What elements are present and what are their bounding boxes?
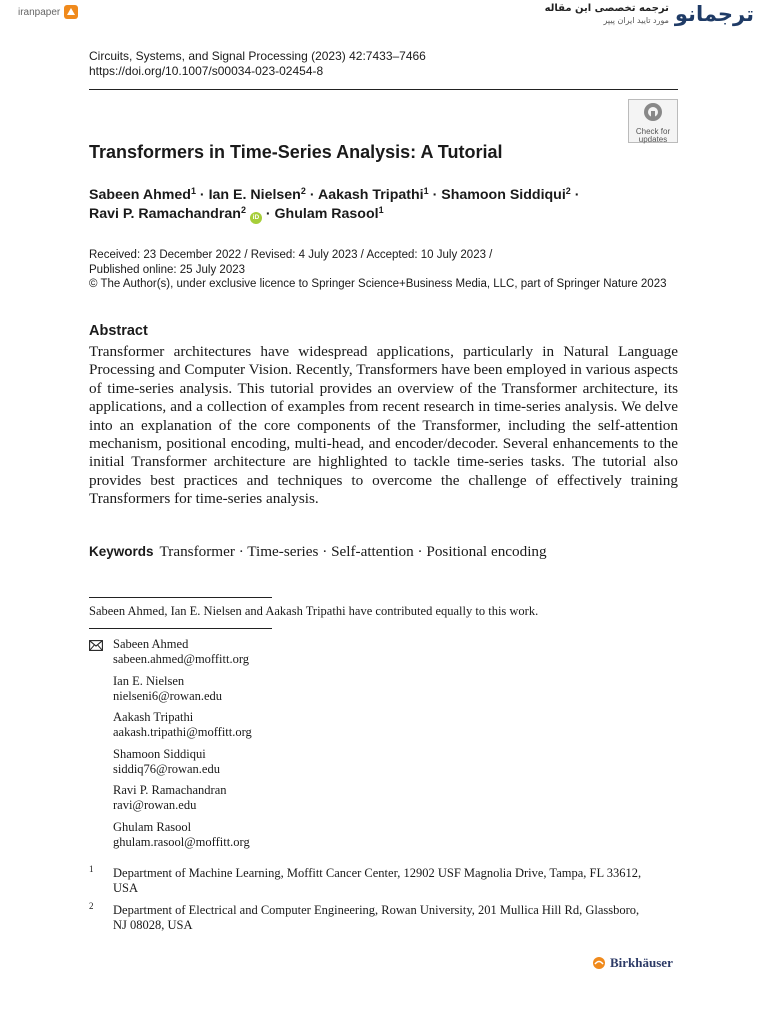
author-name[interactable]: Sabeen Ahmed	[89, 187, 191, 203]
tarjomano-banner[interactable]	[545, 2, 754, 26]
paper-title: Transformers in Time-Series Analysis: A Tutorial	[89, 142, 503, 162]
author-name[interactable]: Shamoon Siddiqui	[441, 187, 566, 203]
published-online: Published online: 25 July 2023	[89, 263, 246, 276]
birkhauser-logo-icon	[592, 956, 606, 970]
received-revised-accepted: Received: 23 December 2022 / Revised: 4 July 2023 / Accepted: 10 July 2023 /	[89, 249, 493, 261]
keywords-label: Keywords	[89, 544, 154, 559]
contribution-footnote: Sabeen Ahmed, Ian E. Nielsen and Aakash Tripathi have contributed equally to this work.	[89, 604, 539, 618]
publisher-logo[interactable]	[592, 955, 673, 971]
author-affiliation-marker: 1	[378, 205, 384, 215]
author-affiliation-marker: 2	[300, 186, 306, 196]
author-name[interactable]: Ravi P. Ramachandran	[89, 206, 241, 222]
iranpaper-logo[interactable]	[18, 4, 79, 20]
journal-citation: Circuits, Systems, and Signal Processing (2023) 42:7433–7466	[89, 49, 426, 63]
author-separator: ·	[570, 187, 580, 203]
author-separator: ·	[305, 187, 318, 203]
tarjomano-logo: ترجمانو	[674, 2, 754, 26]
contact-entry	[113, 637, 252, 667]
affiliation-entry	[89, 903, 653, 933]
contact-name: Ghulam Rasool	[113, 819, 192, 834]
header-rule	[89, 89, 678, 90]
iranpaper-logo-icon	[63, 4, 79, 20]
tarjomano-text	[545, 3, 669, 25]
check-updates-icon	[643, 102, 663, 122]
contact-email[interactable]: sabeen.ahmed@moffitt.org	[113, 652, 250, 666]
affiliation-number: 1	[89, 864, 94, 874]
contact-entry	[113, 674, 252, 704]
author-affiliation-marker: 2	[240, 205, 246, 215]
check-for-updates-badge[interactable]	[628, 99, 678, 143]
abstract-text: Transformer architectures have widespread applications, particularly in Natural Language Processing and Computer Vision. Recently, Transformers have been employed in various aspects of time-series analysis. This tutorial provides an overview of the Transformer architecture, its applications, and a collection of examples from recent research in time-series analysis. We delve into an explanation of the core components of the Transformer, including the self-attention mechanism, positional encoding, multi-head, and encoder/decoder. Several enhancements to the initial Transformer architecture are highlighted to tackle time-series tasks. The tutorial also provides best practices and techniques to overcome the challenge of effectively training Transformers for time-series analysis.	[89, 343, 678, 508]
orcid-icon[interactable]: iD	[250, 212, 262, 224]
check-updates-label: Check for updates	[635, 127, 671, 144]
author-separator: ·	[195, 187, 209, 203]
tarjomano-tagline: ترجمه تخصصی این مقاله	[544, 3, 669, 14]
contact-email[interactable]: nielseni6@rowan.edu	[113, 688, 223, 703]
corresponding-contacts	[113, 637, 252, 857]
tarjomano-subtagline: مورد تایید ایران پیپر	[603, 16, 669, 25]
author-affiliation-marker: 2	[565, 186, 571, 196]
envelope-icon[interactable]	[89, 640, 103, 651]
contact-email[interactable]: siddiq76@rowan.edu	[113, 761, 220, 776]
contact-entry	[113, 747, 252, 777]
contact-email[interactable]: aakash.tripathi@moffitt.org	[113, 725, 252, 740]
contact-email[interactable]: ravi@rowan.edu	[113, 798, 197, 813]
author-name[interactable]: Aakash Tripathi	[317, 187, 424, 203]
copyright-notice: © The Author(s), under exclusive licence to Springer Science+Business Media, LLC, part of Springer Nature 2023	[89, 278, 667, 290]
contact-entry	[113, 710, 252, 740]
author-name[interactable]: Ian E. Nielsen	[208, 187, 301, 203]
publisher-name: Birkhäuser	[610, 955, 673, 970]
affiliation-text: Department of Electrical and Computer Engineering, Rowan University, 201 Mullica Hill Rd, Glassboro, NJ 08028, USA	[113, 903, 640, 932]
contact-name: Ravi P. Ramachandran	[113, 783, 227, 798]
author-separator: ·	[261, 206, 275, 222]
footnote-rule	[89, 597, 272, 598]
contact-name: Shamoon Siddiqui	[113, 746, 206, 761]
journal-header	[89, 49, 426, 79]
affiliation-number: 2	[89, 901, 94, 911]
author-affiliation-marker: 1	[190, 186, 196, 196]
affiliation-entry	[89, 866, 653, 896]
author-separator: ·	[428, 187, 442, 203]
affiliation-text: Department of Machine Learning, Moffitt Cancer Center, 12902 USF Magnolia Drive, Tampa, FL 33612, USA	[113, 866, 642, 895]
iranpaper-logo-text: iranpaper	[18, 6, 61, 18]
contacts-rule	[89, 628, 272, 629]
author-list	[89, 186, 689, 224]
author-name[interactable]: Ghulam Rasool	[274, 206, 379, 222]
contact-name: Ian E. Nielsen	[113, 673, 185, 688]
keywords-section	[89, 543, 547, 561]
contact-email[interactable]: ghulam.rasool@moffitt.org	[113, 834, 250, 849]
contact-entry	[113, 820, 252, 850]
contact-name: Sabeen Ahmed	[113, 637, 189, 651]
author-affiliation-marker: 1	[423, 186, 429, 196]
publication-dates	[89, 248, 667, 292]
contact-entry	[113, 783, 252, 813]
abstract-heading: Abstract	[89, 323, 148, 339]
contact-name: Aakash Tripathi	[113, 710, 194, 725]
keywords-list: Transformer · Time-series · Self-attention · Positional encoding	[159, 543, 547, 560]
journal-doi[interactable]: https://doi.org/10.1007/s00034-023-02454-8	[89, 64, 324, 78]
